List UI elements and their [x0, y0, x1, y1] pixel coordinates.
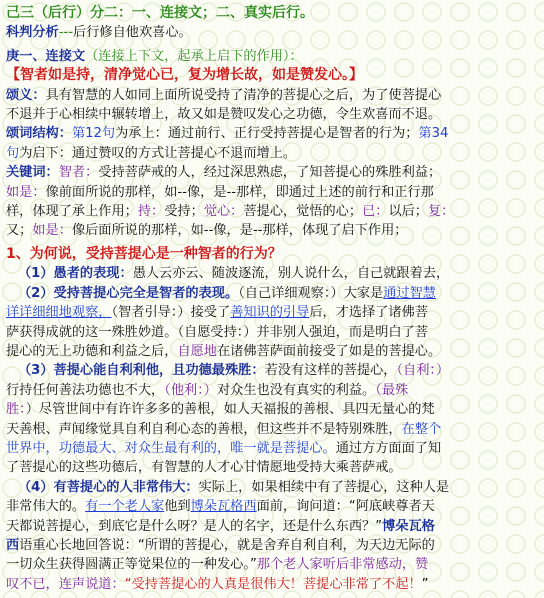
text: 为启下：通过赞叹的方式让菩提心不退而增上。 [19, 145, 297, 161]
point-3-label: （3）菩提心能自利利他，且功德最殊胜： [18, 363, 265, 379]
text: 实际上，如果相续中有了菩提心，这种人是 [198, 479, 450, 495]
text: 一切众生获得圆满正等觉果位的一种发心。” [6, 557, 257, 573]
verse-meaning-line-2 [6, 105, 540, 124]
point-2-line-2 [6, 303, 540, 322]
keywords-line-2 [6, 183, 540, 202]
text: 叹不已，连声说道： [6, 576, 125, 592]
text: 善知识的引导 [230, 305, 310, 321]
text: 天善根、声闻缘觉具自利自利心态的善根，但这些并不是特别殊胜， [6, 421, 402, 437]
text: 不退并于心相续中辗转增上，故又如是赞叹发心之功德，令生欢喜而不退。 [6, 107, 442, 123]
verse-meaning-line-1 [6, 86, 540, 105]
text: 面前，询问道：“阿底峡尊者天 [256, 499, 435, 515]
structure-line-2 [6, 144, 540, 163]
text: 博朵瓦格西 [190, 499, 257, 515]
text: 复： [428, 204, 455, 220]
text: 了菩提心的这些功德后，有智慧的人才心甘情愿地受持大乘菩萨戒。 [6, 460, 402, 476]
point-4-line-6 [6, 575, 540, 594]
point-1-label: （1）愚者的表现： [18, 266, 133, 282]
verse: 【智者如是持，清净觉心已，复为增长故，如是赞发心。】 [6, 67, 363, 84]
section-note: （连接上下文，起承上启下的作用）： [85, 48, 303, 64]
text: （智者引导：）接受了 [111, 305, 231, 321]
text: 自愿地 [177, 343, 217, 359]
point-3-line-5 [6, 439, 540, 458]
text: 具有智慧的人如同上面所说受持了清净的菩提心之后，为了使菩提心 [45, 87, 442, 103]
text: 提心的无上功德和利益之后， [6, 343, 178, 359]
keywords-label: 关键词： [6, 165, 59, 181]
text: 天都说菩提心，到底它是什么呀？是人的名字，还是什么东西？” [6, 518, 383, 534]
text: 语重心长地回答说：“所谓的菩提心，就是舍弃自利自利，为天边无际的 [19, 537, 435, 553]
analysis-sep: --- [58, 25, 74, 41]
text: 像后面所说的那样，如--像，是--那样，体现了启下作用； [71, 223, 408, 239]
analysis-line [6, 23, 540, 42]
text: （自己详细观察：）大家是 [238, 285, 384, 301]
text: 通过智慧 [383, 285, 436, 301]
text: 如是： [6, 184, 46, 200]
point-2-label: （2）受持菩提心完全是智者的表现。 [18, 285, 239, 301]
text: 世界中，功德最大、对众生最有利的，唯一就是菩提心。 [6, 440, 336, 456]
text: 非常伟大的。 [6, 499, 86, 515]
point-2-line-1 [6, 284, 540, 303]
heading: 己三（后行）分二：一、连接文；二、真实后行。 [6, 5, 314, 21]
text: 觉心： [203, 204, 244, 220]
structure-label: 颂词结构： [6, 126, 72, 142]
text: （他利：） [164, 382, 217, 398]
text: 为承上：通过前行、正行受持菩提心是智者的行为； [115, 126, 419, 142]
text: 那个老人家听后非常感动，赞 [256, 557, 429, 573]
text: 智者： [58, 165, 99, 181]
text: 若没有这样的菩提心， [264, 363, 397, 379]
text: ）尽管世间中有许许多多的善根，如人天福报的善根、具四无量心的梵 [25, 402, 435, 418]
text: 西 [6, 537, 20, 553]
text: 通过方方面面了知 [335, 440, 442, 456]
point-2-line-3 [6, 323, 540, 342]
text: 行持任何善法功德也不大， [6, 382, 165, 398]
text: （自利：） [396, 363, 450, 379]
text: 后，才选择了诸佛菩 [309, 305, 428, 321]
text: 有一个老人家 [85, 499, 165, 515]
text: 已： [362, 204, 389, 220]
section-title: 庚一、连接文 [6, 48, 86, 64]
text: 菩提心，觉悟的心； [243, 204, 363, 220]
text: 他到 [164, 499, 191, 515]
point-4-label: （4）有菩提心的人非常伟大： [18, 479, 199, 495]
point-4-line-3 [6, 517, 540, 536]
point-3-line-4 [6, 420, 540, 439]
point-3-line-3 [6, 400, 540, 419]
point-4-line-4 [6, 536, 540, 555]
text: （最殊 [375, 382, 409, 398]
document-page [6, 4, 540, 594]
analysis-text: 后行修自他欢喜心。 [73, 25, 192, 41]
text: 在诸佛菩萨面前接受了如是的菩提心。 [217, 343, 442, 359]
text: 样，体现了承上作用； [6, 204, 138, 220]
text: 对众生也没有真实的利益。 [217, 382, 376, 398]
text: 以后； [388, 204, 428, 220]
point-3-line-6 [6, 458, 540, 477]
text: 像前面所说的那样，如--像，是--那样，即通过上述的前行和正行那 [45, 184, 434, 200]
text: 持： [137, 204, 165, 220]
text: 在整个 [401, 421, 442, 437]
text: 句 [6, 145, 20, 161]
structure-line-1 [6, 124, 540, 143]
keywords-line-4 [6, 221, 540, 240]
point-4-line-5 [6, 555, 540, 574]
point-1 [6, 264, 540, 283]
text: 胜： [6, 402, 26, 418]
text: 愚人云亦云、随波逐流，别人说什么，自己就跟着去， [132, 266, 450, 282]
section-heading [6, 47, 540, 66]
point-3-line-1 [6, 361, 540, 380]
keywords-line-3 [6, 202, 540, 221]
text: 第12句 [71, 126, 116, 142]
text: ” [421, 576, 429, 592]
text: 如是： [32, 223, 72, 239]
question-1: 1、为何说，受持菩提心是一种智者的行为？ [6, 245, 282, 262]
text: 受持菩萨戒的人，经过深思熟虑，了知菩提心的殊胜利益； [98, 165, 442, 181]
point-2-line-4 [6, 342, 540, 361]
text: 萨获得成就的这一殊胜妙道。（自愿受持：）并非别人强迫，而是明白了菩 [6, 324, 428, 340]
text: 第34 [418, 126, 449, 142]
analysis-label: 科判分析 [6, 25, 59, 41]
text: 受持； [164, 204, 204, 220]
text: 博朵瓦格 [382, 518, 435, 534]
point-4-line-2 [6, 497, 540, 516]
keywords-line-1 [6, 163, 540, 182]
point-3-line-2 [6, 381, 540, 400]
verse-meaning-label: 颂义： [6, 87, 46, 103]
text: 详详细细地观察， [6, 305, 112, 321]
text: 又； [6, 223, 33, 239]
point-4-line-1 [6, 478, 540, 497]
text: “受持菩提心的人真是很伟大！菩提心非常了不起！ [124, 576, 422, 592]
